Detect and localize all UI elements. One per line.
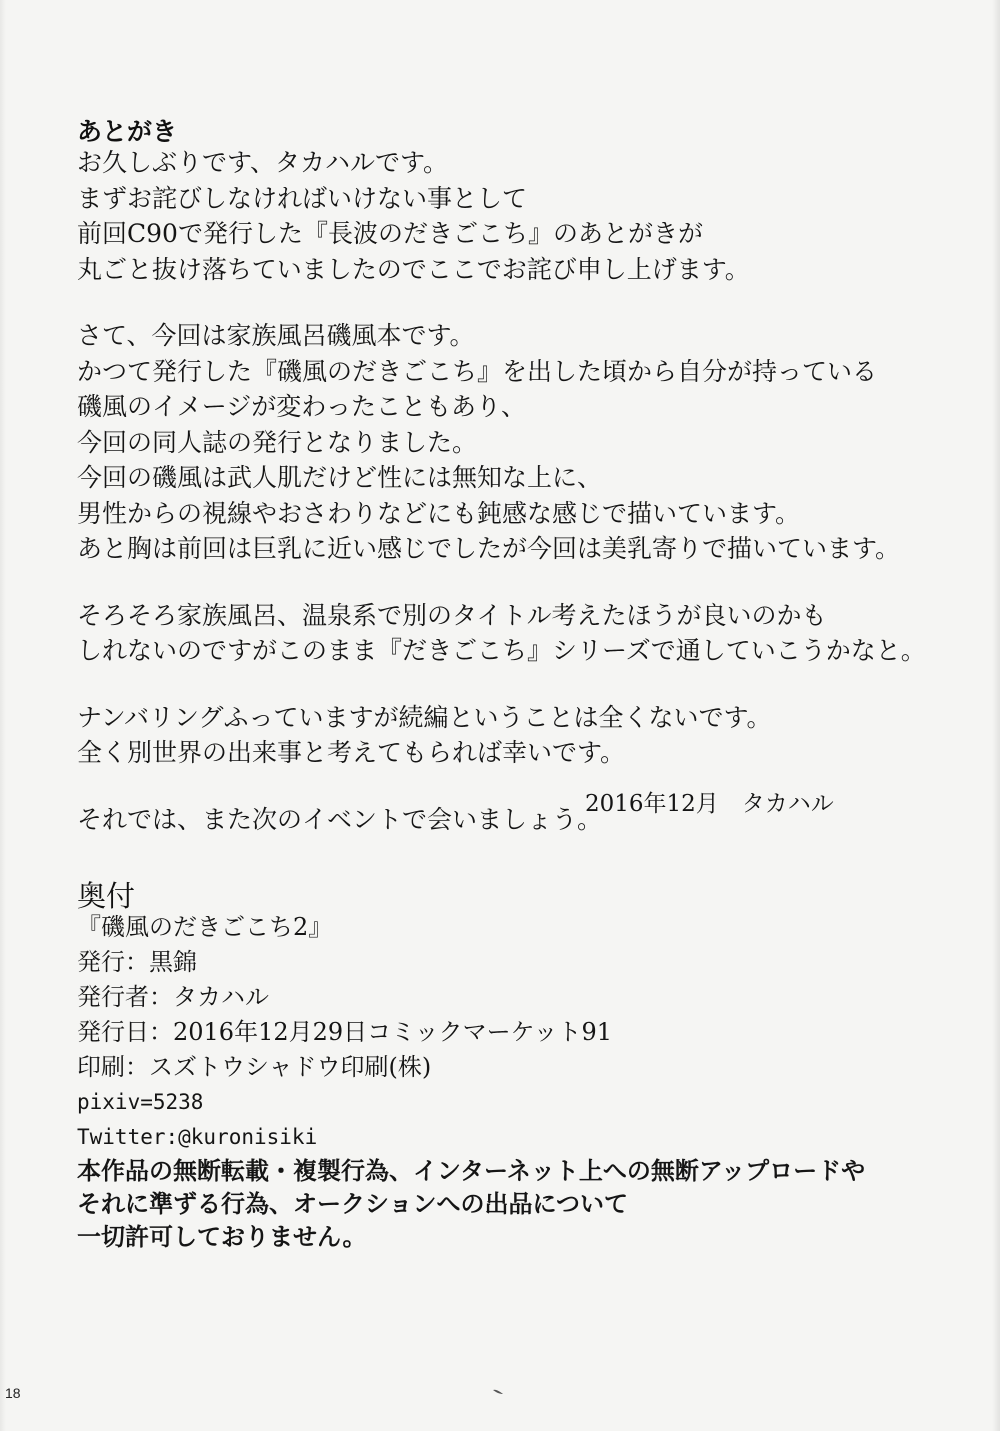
afterword-line: それでは、また次のイベントで会いましょう。 (77, 804, 603, 834)
afterword-line: 全く別世界の出来事と考えてもられば幸いです。 (77, 738, 626, 767)
issue-date-line: 発行日：2016年12月29日コミックマーケット91 (77, 1018, 613, 1046)
ink-speck-icon (492, 1388, 504, 1396)
printer-line: 印刷：スズトウシャドウ印刷(株) (77, 1053, 432, 1081)
afterword-line: 磯風のイメージが変わったこともあり、 (77, 392, 527, 421)
issuer-line: 発行者：タカハル (77, 983, 269, 1011)
afterword-line: かつて発行した『磯風のだきごこち』を出した頃から自分が持っている (77, 356, 878, 386)
book-title: 『磯風のだきごこち2』 (77, 913, 333, 941)
publisher-line: 発行：黒錦 (77, 948, 197, 976)
afterword-line: 男性からの視線やおさわりなどにも鈍感な感じで描いています。 (77, 498, 801, 528)
afterword-line: さて、今回は家族風呂磯風本です。 (77, 321, 475, 350)
paragraph-break (77, 567, 927, 598)
afterword-line: 今回の磯風は武人肌だけど性には無知な上に、 (77, 463, 603, 492)
afterword-line: 丸ごと抜け落ちていましたのでここでお詫び申し上げます。 (77, 254, 750, 284)
afterword-line: まずお詫びしなければいけない事として (77, 183, 528, 213)
afterword-line: お久しぶりです、タカハルです。 (77, 148, 449, 177)
colophon-heading: 奥付 (77, 879, 136, 913)
paragraph-break (77, 669, 927, 700)
afterword-line: ナンバリングふっていますが続編ということは全くないです。 (77, 702, 772, 732)
scan-shadow-right (992, 0, 1000, 1431)
warning-line: 一切許可しておりません。 (77, 1223, 367, 1251)
afterword-body (77, 145, 927, 837)
afterword-line: あと胸は前回は巨乳に近い感じでしたが今回は美乳寄りで描いています。 (77, 534, 901, 563)
page-number: 18 (5, 1385, 21, 1401)
afterword-heading: あとがき (77, 117, 178, 146)
scan-shadow-left (0, 0, 6, 1431)
afterword-line: 前回C90で発行した『長波のだきごこち』のあとがきが (77, 219, 703, 248)
pixiv-id: pixiv=5238 (77, 1090, 204, 1114)
twitter-handle: Twitter:@kuronisiki (77, 1125, 318, 1149)
afterword-line: しれないのですがこのまま『だきごこち』シリーズで通していこうかなと。 (77, 636, 926, 665)
afterword-line: 今回の同人誌の発行となりました。 (77, 427, 478, 457)
warning-line: それに準ずる行為、オークションへの出品について (77, 1190, 629, 1218)
colophon-body (77, 910, 677, 1155)
warning-line: 本作品の無断転載・複製行為、インターネット上への無断アップロードや (77, 1157, 866, 1185)
afterword-signature: 2016年12月 タカハル (585, 791, 834, 817)
copyright-warning (77, 1155, 937, 1254)
paragraph-break (77, 287, 927, 318)
afterword-line: そろそろ家族風呂、温泉系で別のタイトル考えたほうが良いのかも (77, 600, 827, 630)
